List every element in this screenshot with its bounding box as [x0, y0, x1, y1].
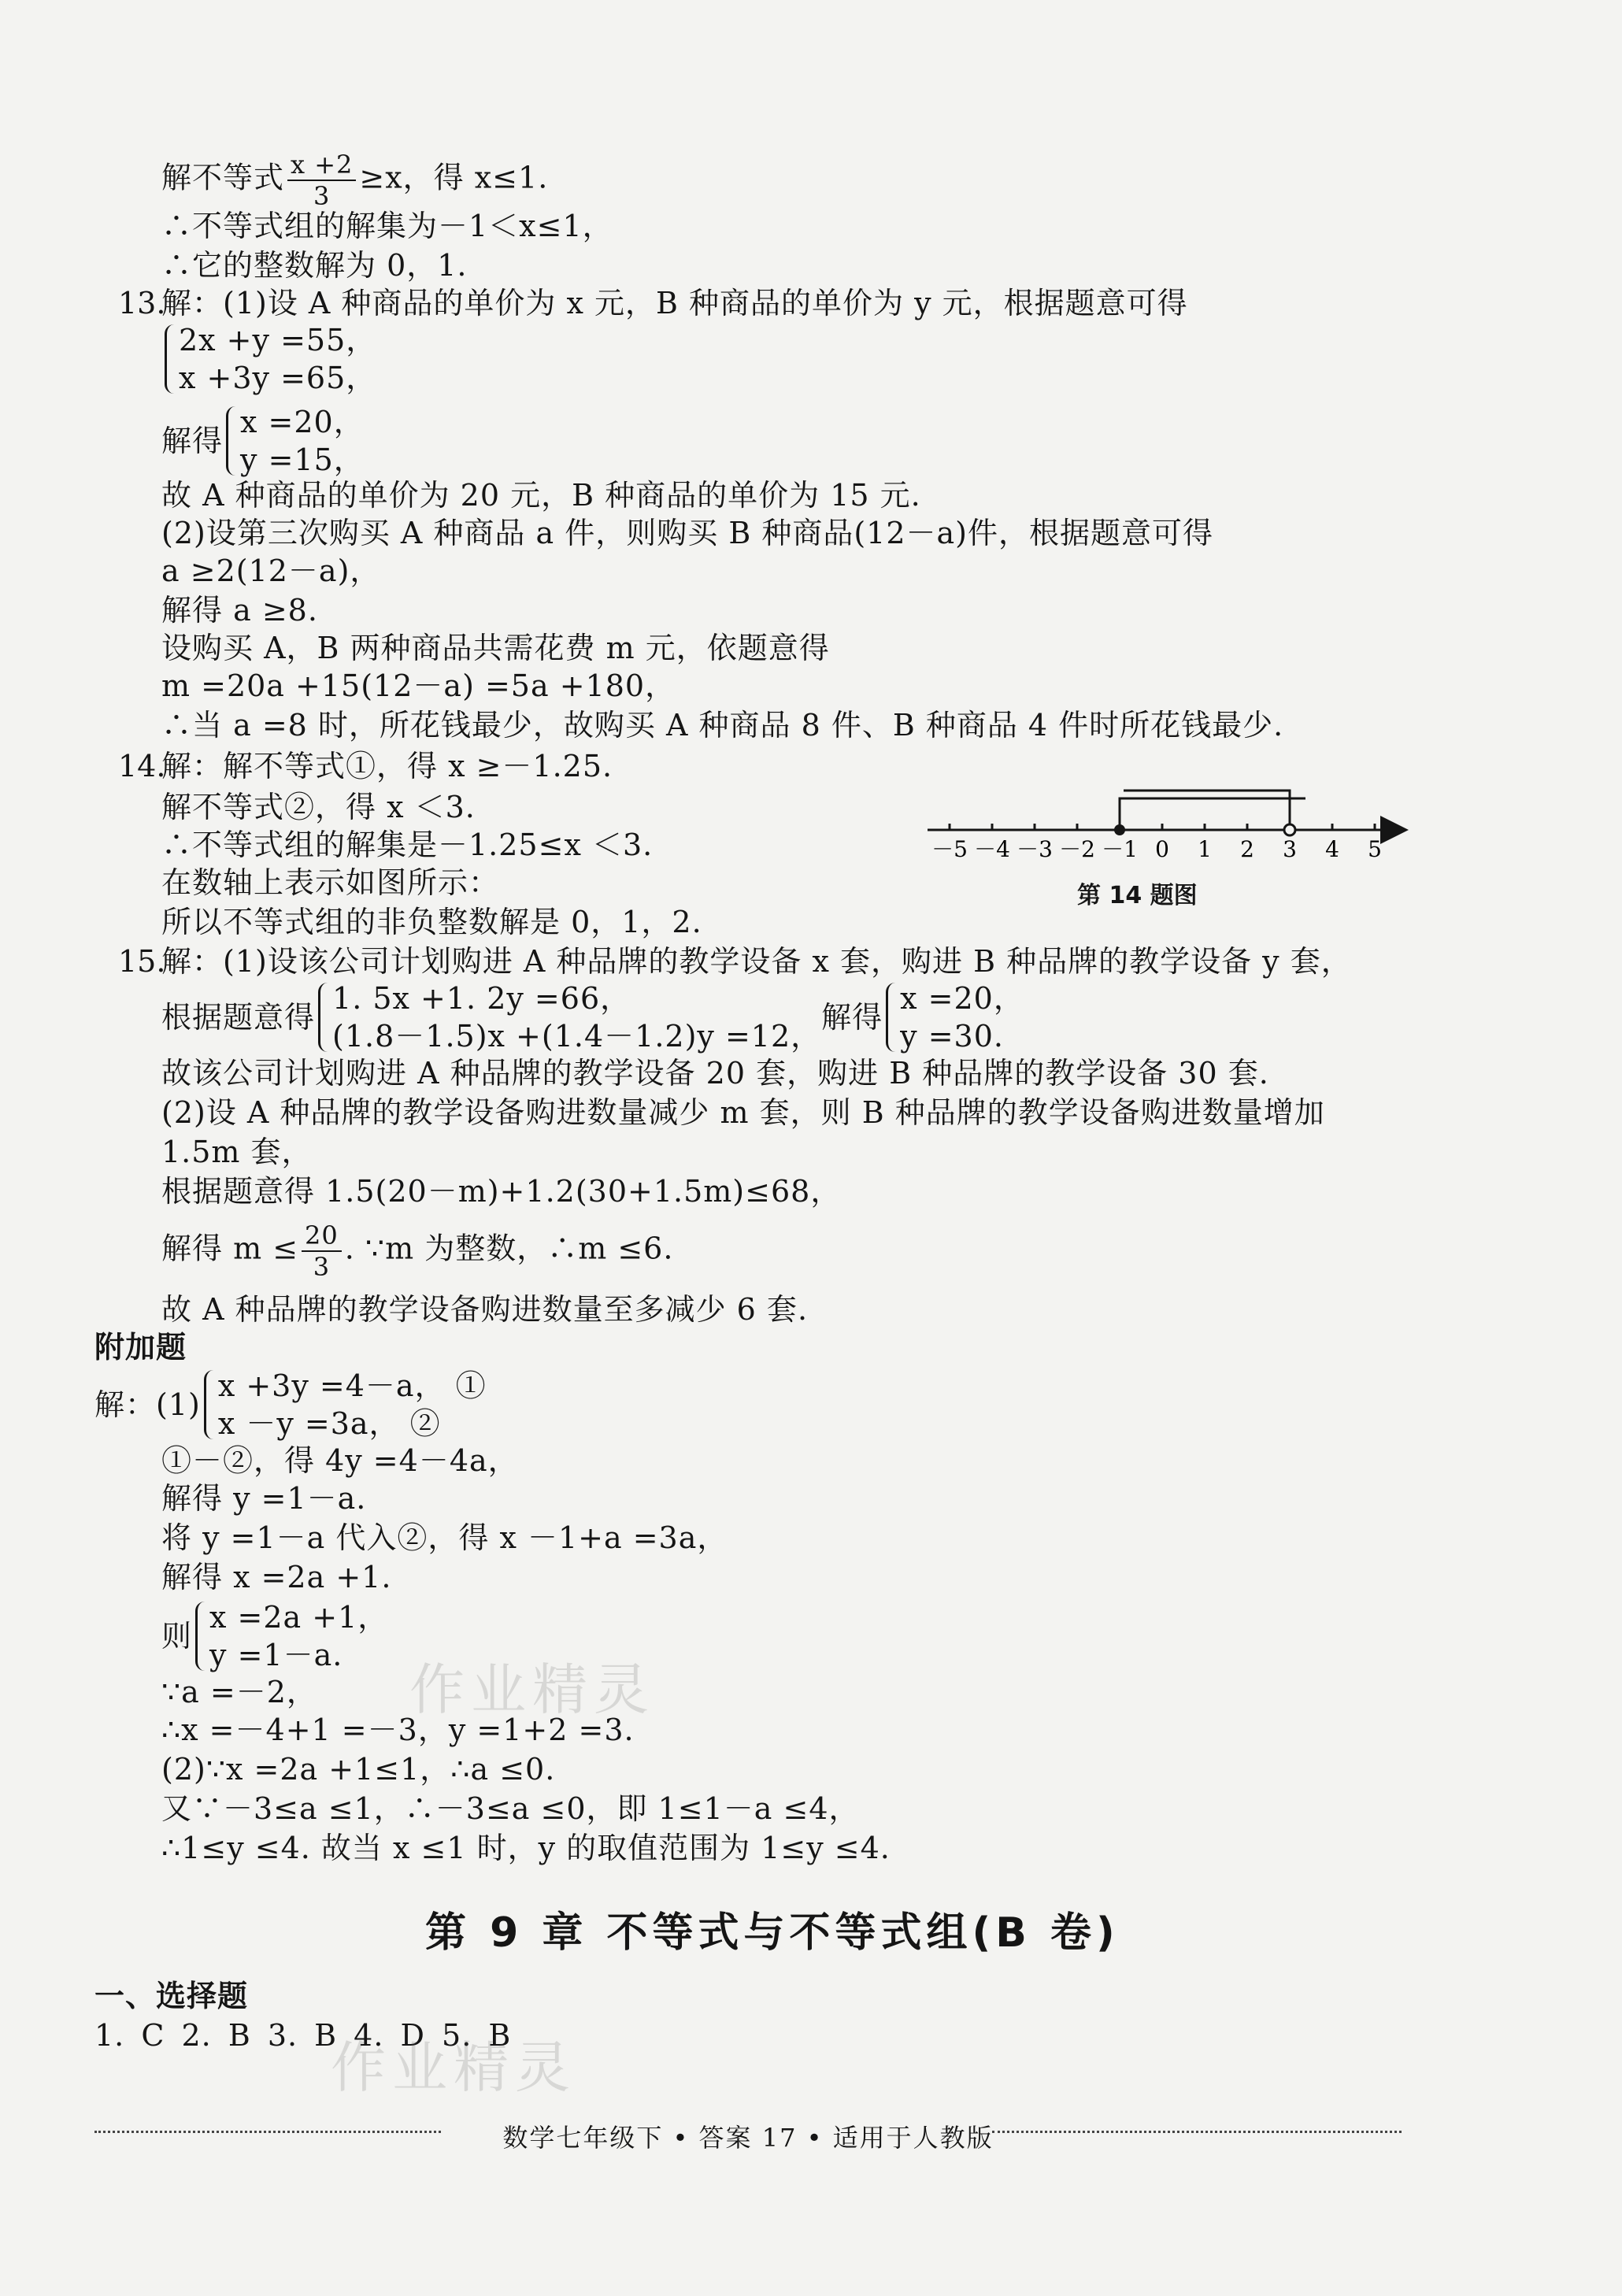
tick-label: 2 [1240, 836, 1254, 858]
q15-fraction-line [161, 1220, 673, 1282]
question-number-15: 15. [118, 944, 166, 979]
q13-line: 设购买 A，B 两种商品共需花费 m 元，依题意得 [161, 631, 830, 665]
integer-solution-line: ∴它的整数解为 0，1. [161, 248, 468, 283]
tick-label: －4 [974, 836, 1010, 858]
text-segment: 根据题意得 [161, 1000, 316, 1035]
equation-system [161, 321, 376, 397]
watermark: 作业精灵 [331, 2035, 576, 2100]
extra-system-2 [161, 1598, 388, 1674]
inequality-line-1 [161, 150, 548, 211]
equation: x =20， [900, 981, 1024, 1016]
fraction [287, 150, 356, 211]
solution-ranges [1114, 791, 1305, 835]
extra-line: 解得 y =1－a. [161, 1481, 367, 1516]
fraction [302, 1220, 342, 1282]
equation-system [201, 1367, 487, 1442]
fraction-denominator: 3 [313, 181, 331, 211]
extra-line: ∴1≤y ≤4. 故当 x ≤1 时，y 的取值范围为 1≤y ≤4. [161, 1831, 891, 1865]
q14-line: 在数轴上表示如图所示： [161, 865, 500, 900]
equation-system [315, 980, 821, 1055]
tick-label: 5 [1368, 836, 1382, 858]
extra-problem-title: 附加题 [94, 1330, 187, 1365]
q13-line: 解：(1)设 A 种商品的单价为 x 元，B 种商品的单价为 y 元，根据题意可得 [161, 286, 1188, 320]
equation: 2x +y =55， [179, 323, 377, 357]
range-to-open-point [1124, 791, 1290, 830]
equation: y =1－a. [209, 1638, 343, 1672]
q13-line: 解得 a ≥8. [161, 593, 318, 628]
watermark: 作业精灵 [409, 1657, 655, 1722]
q13-line: m =20a +15(12－a) =5a +180， [161, 668, 676, 703]
multiple-choice-answers: 1. C 2. B 3. B 4. D 5. B [94, 2018, 512, 2053]
tick-label: 1 [1198, 836, 1212, 858]
equation: x －y =3a， ② [217, 1406, 441, 1441]
q13-system-2 [161, 403, 365, 479]
solution-set-line: ∴不等式组的解集为－1＜x≤1， [161, 209, 613, 243]
number-line-figure [920, 780, 1424, 858]
extra-line: ①－②，得 4y =4－4a， [161, 1443, 519, 1478]
tick-label: －2 [1059, 836, 1095, 858]
equation: (1.8－1.5)x +(1.4－1.2)y =12， [332, 1019, 822, 1054]
q14-line: 解：解不等式①，得 x ≥－1.25. [161, 749, 613, 783]
tick-label: 0 [1155, 836, 1169, 858]
q13-system-1 [161, 321, 376, 397]
chapter-title: 第 9 章 不等式与不等式组(B 卷) [425, 1909, 1120, 1957]
q15-line: 故该公司计划购进 A 种品牌的教学设备 20 套，购进 B 种品牌的教学设备 30 套. [161, 1056, 1269, 1091]
q14-line: 所以不等式组的非负整数解是 0，1，2. [161, 905, 702, 939]
q13-line: 故 A 种商品的单价为 20 元，B 种商品的单价为 15 元. [161, 478, 921, 513]
q13-line: ∴当 a =8 时，所花钱最少，故购买 A 种商品 8 件、B 种商品 4 件时所花钱最少. [161, 708, 1284, 742]
open-endpoint [1284, 824, 1295, 835]
equation: y =30. [900, 1019, 1004, 1054]
text-segment: ≥x，得 x≤1. [359, 160, 549, 195]
tick-label: －5 [931, 836, 968, 858]
equation-system [883, 980, 1024, 1055]
q15-line: (2)设 A 种品牌的教学设备购进数量减少 m 套，则 B 种品牌的教学设备购进数量增加 [161, 1095, 1325, 1130]
q13-line: a ≥2(12－a)， [161, 554, 381, 588]
text-segment: 解得 [821, 1000, 883, 1035]
range-from-solid-point [1120, 798, 1305, 830]
section-title: 一、选择题 [94, 1979, 249, 2013]
equation: x =2a +1， [209, 1600, 389, 1635]
extra-line: 解得 x =2a +1. [161, 1560, 392, 1594]
figure-caption: 第 14 题图 [1077, 882, 1198, 909]
equation: x +3y =4－a， ① [217, 1368, 487, 1403]
tick-label: －1 [1102, 836, 1138, 858]
equation-system [223, 403, 365, 479]
q15-systems-line [161, 980, 1024, 1055]
extra-line: ∵a =－2， [161, 1675, 317, 1709]
solid-endpoint [1114, 824, 1125, 835]
tick-label: －3 [1017, 836, 1053, 858]
equation: x +3y =65， [179, 361, 377, 395]
text-segment: . ∵m 为整数，∴m ≤6. [344, 1231, 674, 1266]
text-segment: 则 [161, 1619, 193, 1653]
tick-label: 4 [1325, 836, 1339, 858]
page-footer: 数学七年级下 • 答案 17 • 适用于人教版 [502, 2123, 994, 2153]
extra-line: 将 y =1－a 代入②，得 x －1+a =3a， [161, 1520, 728, 1555]
equation: y =15， [240, 443, 365, 477]
extra-line: ∴x =－4+1 =－3，y =1+2 =3. [161, 1713, 635, 1747]
text-segment: 解：(1) [94, 1387, 201, 1422]
text-segment: 解不等式 [161, 160, 285, 195]
equation: 1. 5x +1. 2y =66， [332, 981, 631, 1016]
q15-line: 故 A 种品牌的教学设备购进数量至多减少 6 套. [161, 1292, 809, 1327]
extra-line: (2)∵x =2a +1≤1，∴a ≤0. [161, 1752, 556, 1787]
q15-line: 解：(1)设该公司计划购进 A 种品牌的教学设备 x 套，购进 B 种品牌的教学设备 y 套， [161, 944, 1352, 979]
equation: x =20， [240, 405, 365, 439]
extra-system-1 [94, 1367, 487, 1442]
fraction-numerator: x +2 [287, 150, 356, 181]
q15-line: 根据题意得 1.5(20－m)+1.2(30+1.5m)≤68， [161, 1174, 842, 1209]
text-segment: 解得 m ≤ [161, 1231, 299, 1266]
extra-line: 又∵－3≤a ≤1，∴－3≤a ≤0，即 1≤1－a ≤4， [161, 1791, 860, 1826]
question-number-14: 14. [118, 749, 166, 783]
footer-divider-right [992, 2131, 1402, 2133]
question-number-13: 13. [118, 286, 166, 320]
q13-line: (2)设第三次购买 A 种商品 a 件，则购买 B 种商品(12－a)件，根据题意可得 [161, 516, 1213, 550]
q14-line: ∴不等式组的解集是－1.25≤x ＜3. [161, 828, 654, 862]
tick-label: 3 [1283, 836, 1297, 858]
fraction-denominator: 3 [313, 1252, 331, 1282]
text-segment: 解得 [161, 424, 224, 458]
equation-system [192, 1598, 388, 1674]
q15-line: 1.5m 套， [161, 1135, 313, 1169]
q14-line: 解不等式②，得 x ＜3. [161, 790, 476, 824]
fraction-numerator: 20 [302, 1220, 342, 1252]
